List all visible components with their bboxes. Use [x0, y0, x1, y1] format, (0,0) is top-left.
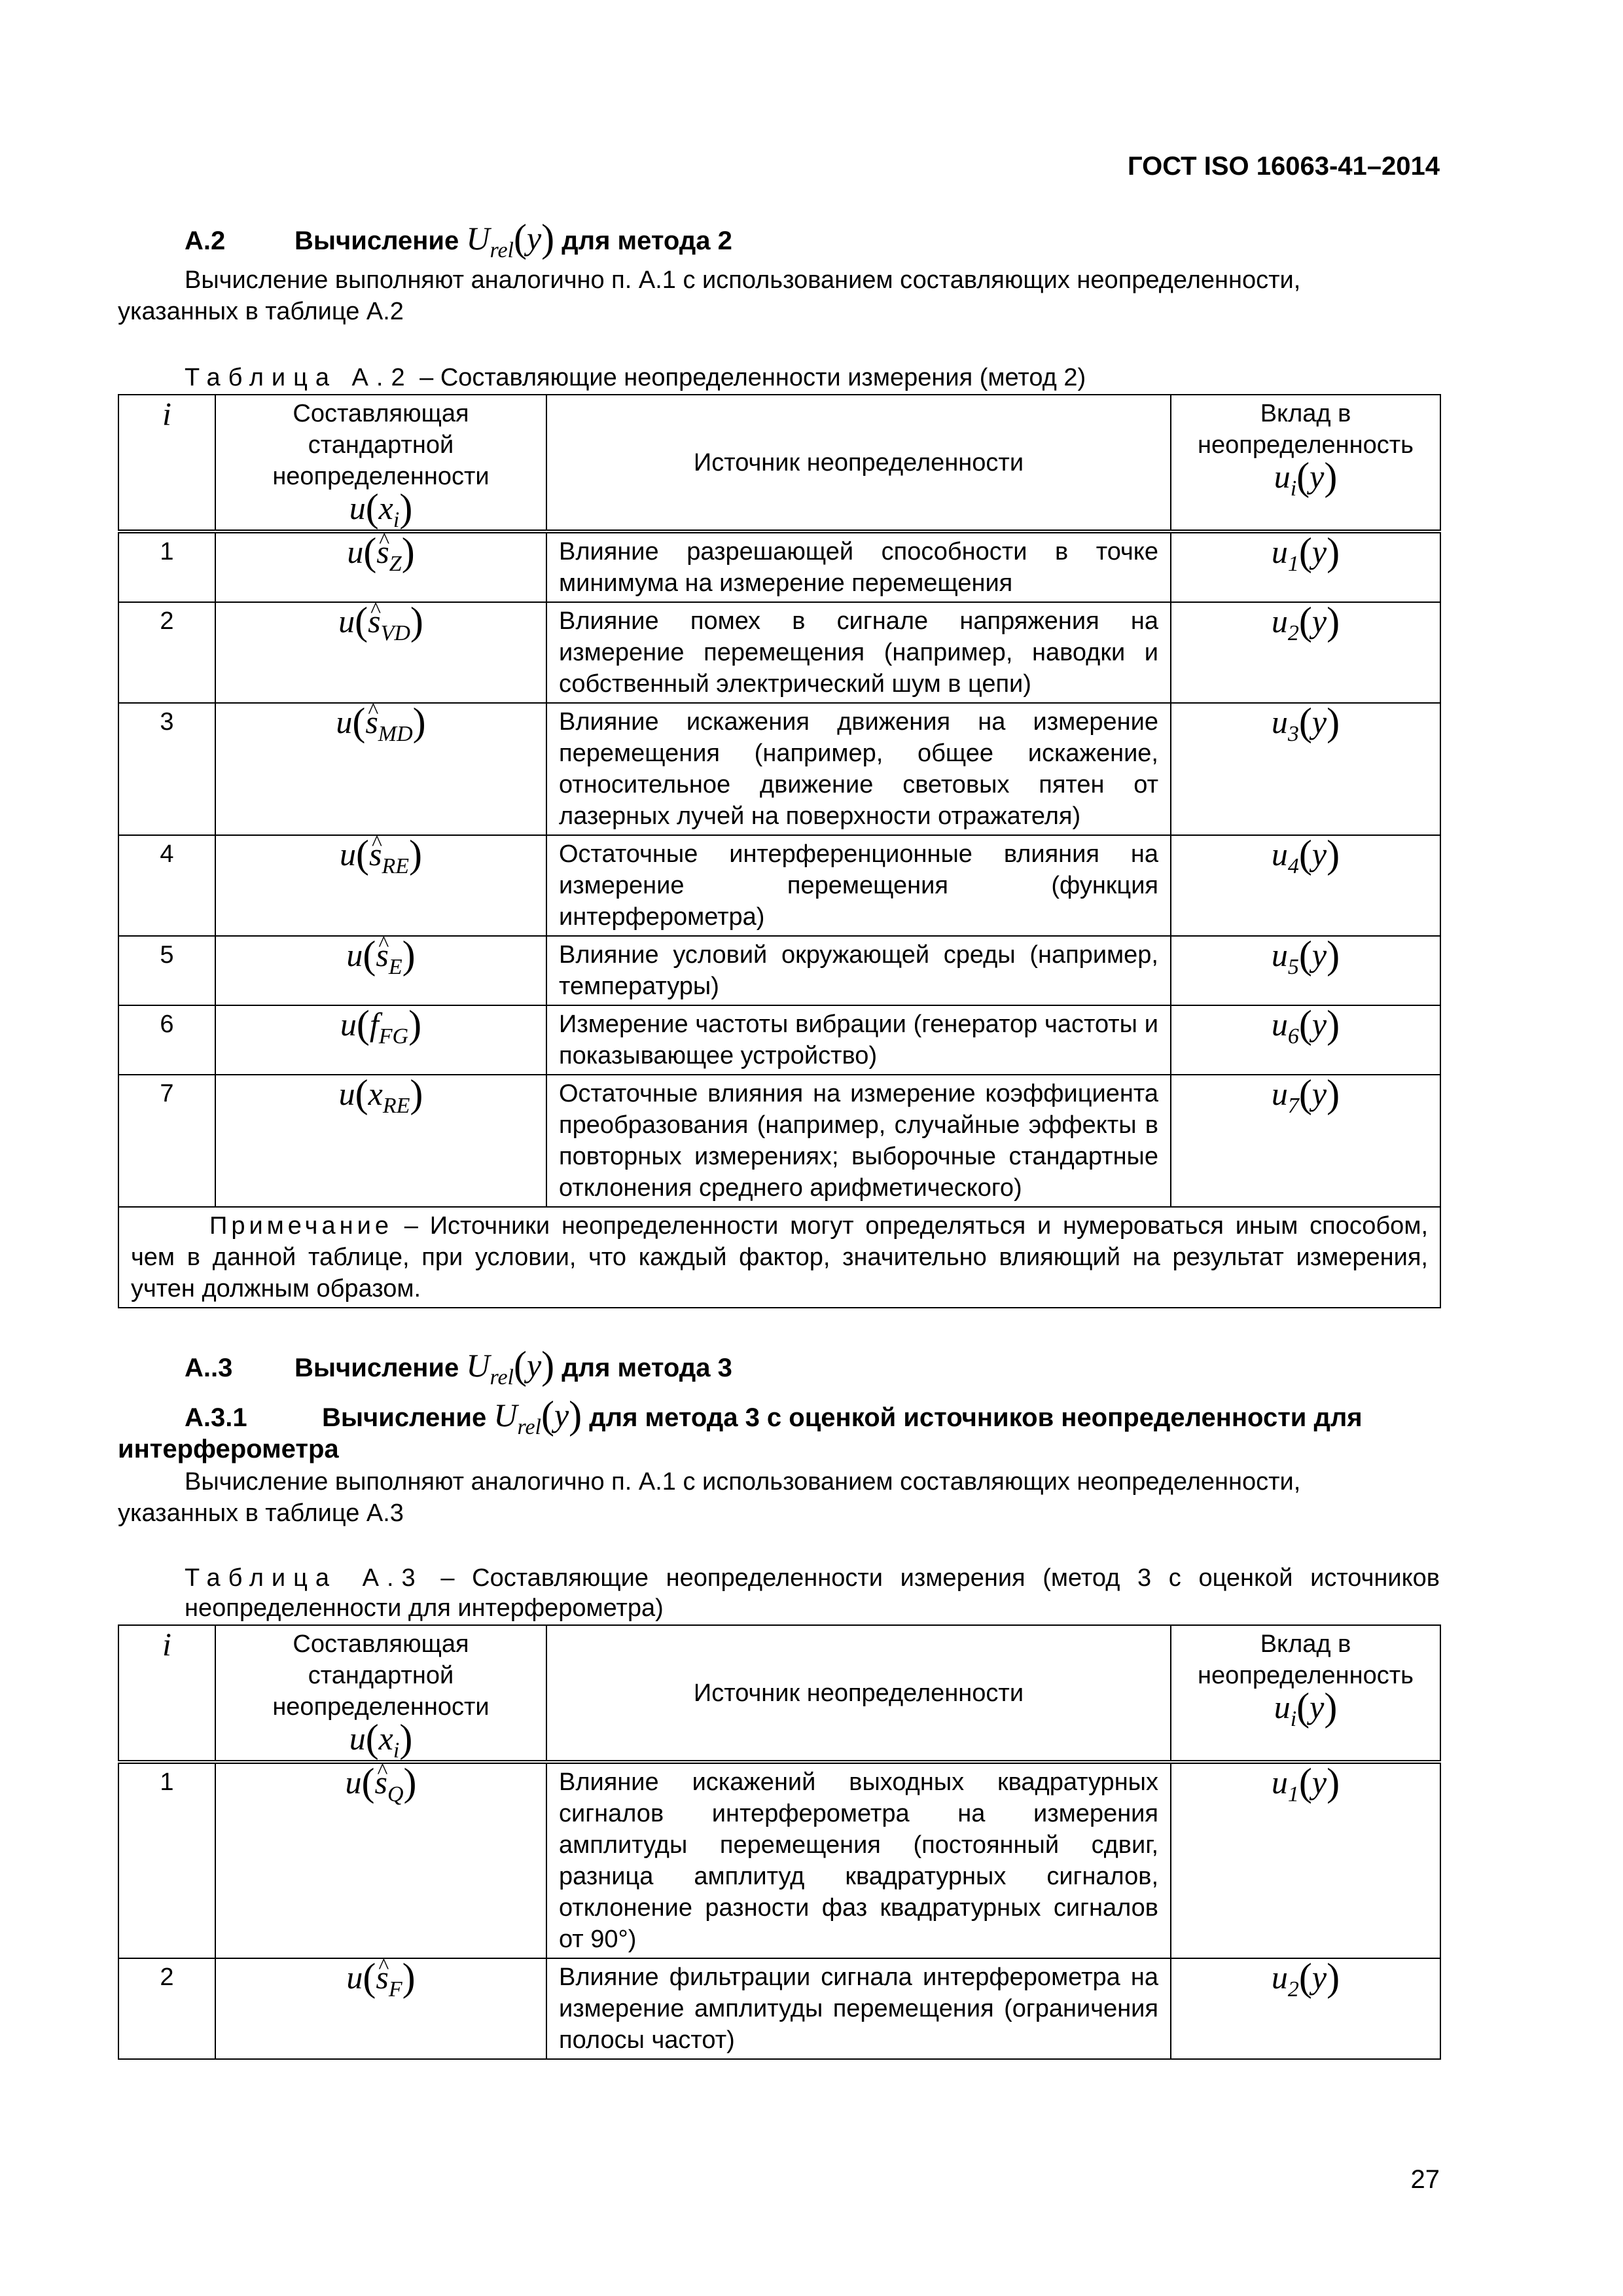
section-number: А..3 — [185, 1354, 233, 1382]
paragraph-line: Вычисление выполняют аналогично п. А.1 с использованием составляющих неопределенности, — [185, 266, 1301, 294]
component-subscript: FG — [378, 1024, 409, 1049]
paragraph-line: Вычисление выполняют аналогично п. А.1 с использованием составляющих неопределенности, — [185, 1468, 1301, 1496]
section-a31-heading-wrap: интерферометра — [118, 1435, 339, 1463]
component-symbol: f — [369, 1006, 379, 1043]
row-source: Влияние помех в сигнале напряжения на измерение перемещения (например, наводки и собственный электрический шум в цепи) — [546, 602, 1171, 703]
row-source: Измерение частоты вибрации (генератор частоты и показывающее устройство) — [546, 1005, 1171, 1075]
row-component: u(^ $s_{VD}$) — [215, 602, 546, 703]
contribution-index: 7 — [1287, 1094, 1299, 1118]
section-number: A.2 — [185, 226, 226, 255]
contribution-index: 3 — [1287, 722, 1299, 746]
note-text: – Источники неопределенности могут определяться и нумероваться иным способом, чем в данной таблице, при условии, что каждый фактор, значительно влияющий на результат измерения, учтен должным образом. — [131, 1212, 1428, 1302]
row-index: 2 — [118, 1958, 215, 2059]
row-source: Влияние условий окружающей среды (например, температуры) — [546, 936, 1171, 1005]
row-source: Влияние фильтрации сигнала интерферометра на измерение амплитуды перемещения (ограничения полосы частот) — [546, 1958, 1171, 2059]
row-source: Остаточные влияния на измерение коэффициента преобразования (например, случайные эффекты в повторных измерениях; выборочные стандартные отклонения среднего арифметического) — [546, 1075, 1171, 1207]
row-source: Влияние искажений выходных квадратурных сигналов интерферометра на измерения амплитуды перемещения (постоянный сдвиг, разница амплитуд квадратурных сигналов, отклонение разности фаз квадратурных сигналов от 90°) — [546, 1762, 1171, 1958]
table-header-row — [118, 1625, 1440, 1762]
row-source: Влияние искажения движения на измерение перемещения (например, общее искажение, относительное движение световых пятен от лазерных лучей на поверхности отражателя) — [546, 703, 1171, 835]
table-row — [118, 531, 1440, 602]
section-a31-heading — [185, 1393, 1440, 1438]
table-row — [118, 936, 1440, 1005]
row-component: u(^ $s_E$) — [215, 936, 546, 1005]
note-label: Примечание — [209, 1212, 393, 1240]
header-component: Составляющая стандартной неопределенности $u(x_i)$ — [215, 395, 546, 531]
contribution-index: 2 — [1287, 1977, 1299, 2001]
component-subscript: MD — [378, 722, 413, 746]
caption-label: Таблица А.3 — [185, 1564, 423, 1592]
table-note-row — [118, 1207, 1440, 1308]
header-i: i — [118, 1625, 215, 1762]
row-component: u(^ $s_{RE}$) — [215, 835, 546, 936]
component-symbol: x — [368, 1075, 383, 1112]
paragraph-line: указанных в таблице А.2 — [118, 298, 404, 325]
table-row — [118, 835, 1440, 936]
table-a3-caption — [185, 1563, 1440, 1623]
contribution-index: 5 — [1287, 955, 1299, 979]
component-subscript: Q — [387, 1782, 404, 1806]
row-contribution: $u_7(y)$ — [1171, 1075, 1440, 1207]
component-symbol: ^ s — [374, 1767, 387, 1798]
row-index: 6 — [118, 1005, 215, 1075]
row-component: u(^ $s_Q$) — [215, 1762, 546, 1958]
formula-ui-y: $u_i(y)$ — [1274, 455, 1338, 501]
row-index: 3 — [118, 703, 215, 835]
table-row — [118, 602, 1440, 703]
component-symbol: ^ s — [369, 838, 382, 870]
row-index: 2 — [118, 602, 215, 703]
row-contribution: $u_1(y)$ — [1171, 531, 1440, 602]
row-index: 1 — [118, 1762, 215, 1958]
table-row — [118, 1005, 1440, 1075]
table-header-row — [118, 395, 1440, 531]
row-source: Влияние разрешающей способности в точке минимума на измерение перемещения — [546, 531, 1171, 602]
formula-u-xi: $u(x_i)$ — [349, 486, 413, 532]
header-component: Составляющая стандартной неопределенности $u(x_i)$ — [215, 1625, 546, 1762]
table-a2 — [118, 394, 1441, 1308]
component-subscript: RE — [382, 1094, 410, 1118]
formula-urel: $U_{rel}(y)$ — [466, 217, 555, 262]
header-contribution: Вклад в неопределенность $u_i(y)$ — [1171, 395, 1440, 531]
caption-text: – Составляющие неопределенности измерения (метод 3 с оценкой источников неопределенности для интерферометра) — [185, 1564, 1440, 1622]
section-title-prefix: Вычисление — [322, 1403, 487, 1432]
component-symbol: ^ s — [365, 706, 378, 738]
table-row — [118, 1958, 1440, 2059]
section-title-prefix: Вычисление — [294, 1354, 459, 1382]
row-source: Остаточные интерференционные влияния на измерение перемещения (функция интерферометра) — [546, 835, 1171, 936]
table-row — [118, 1762, 1440, 1958]
component-subscript: Z — [389, 552, 402, 576]
row-contribution: $u_1(y)$ — [1171, 1762, 1440, 1958]
contribution-index: 2 — [1287, 621, 1299, 645]
table-a2-caption — [185, 363, 1440, 393]
component-symbol: ^ s — [368, 605, 380, 637]
contribution-index: 4 — [1287, 854, 1299, 878]
row-contribution: $u_2(y)$ — [1171, 1958, 1440, 2059]
row-index: 7 — [118, 1075, 215, 1207]
row-component: $u(x_{RE})$ — [215, 1075, 546, 1207]
table-a3 — [118, 1624, 1441, 2060]
row-component: u(^ $s_F$) — [215, 1958, 546, 2059]
contribution-index: 1 — [1287, 552, 1299, 576]
formula-urel: $U_{rel}(y)$ — [493, 1393, 582, 1439]
header-source: Источник неопределенности — [546, 1625, 1171, 1762]
row-contribution: $u_2(y)$ — [1171, 602, 1440, 703]
row-contribution: $u_5(y)$ — [1171, 936, 1440, 1005]
row-index: 1 — [118, 531, 215, 602]
formula-ui-y: $u_i(y)$ — [1274, 1685, 1338, 1731]
section-title-suffix: для метода 3 — [562, 1354, 732, 1382]
row-index: 4 — [118, 835, 215, 936]
caption-text: – Составляющие неопределенности измерения (метод 2) — [419, 364, 1086, 391]
formula-u-xi: $u(x_i)$ — [349, 1717, 413, 1763]
component-symbol: ^ s — [376, 939, 388, 971]
section-title-suffix: для метода 3 с оценкой источников неопределенности для — [589, 1403, 1363, 1432]
contribution-index: 6 — [1287, 1024, 1299, 1049]
row-index: 5 — [118, 936, 215, 1005]
section-a3-heading — [185, 1343, 732, 1388]
row-contribution: $u_3(y)$ — [1171, 703, 1440, 835]
section-a2-paragraph — [118, 264, 1440, 327]
row-component: $u(f_{FG})$ — [215, 1005, 546, 1075]
contribution-index: 1 — [1287, 1782, 1299, 1806]
section-number: А.3.1 — [185, 1403, 247, 1432]
page-number: 27 — [1410, 2165, 1440, 2194]
row-component: u(^ $s_Z$) — [215, 531, 546, 602]
row-component: u(^ $s_{MD}$) — [215, 703, 546, 835]
component-subscript: VD — [380, 621, 410, 645]
row-contribution: $u_6(y)$ — [1171, 1005, 1440, 1075]
header-source: Источник неопределенности — [546, 395, 1171, 531]
component-subscript: E — [388, 955, 402, 979]
component-symbol: ^ s — [376, 536, 389, 567]
caption-label: Таблица А.2 — [185, 364, 413, 391]
table-row — [118, 1075, 1440, 1207]
component-subscript: RE — [382, 854, 409, 878]
component-symbol: ^ s — [376, 1962, 388, 1993]
section-a31-paragraph — [118, 1466, 1440, 1529]
header-contribution: Вклад в неопределенность $u_i(y)$ — [1171, 1625, 1440, 1762]
section-a2-heading — [185, 216, 732, 261]
table-row — [118, 703, 1440, 835]
table-note — [118, 1207, 1440, 1308]
component-subscript: F — [388, 1977, 402, 2001]
section-title-prefix: Вычисление — [294, 226, 459, 255]
section-title-suffix: для метода 2 — [562, 226, 732, 255]
document-header: ГОСТ ISO 16063-41–2014 — [1128, 152, 1440, 181]
header-i: i — [118, 395, 215, 531]
row-contribution: $u_4(y)$ — [1171, 835, 1440, 936]
formula-urel: $U_{rel}(y)$ — [466, 1344, 555, 1390]
paragraph-line: указанных в таблице А.3 — [118, 1499, 404, 1527]
